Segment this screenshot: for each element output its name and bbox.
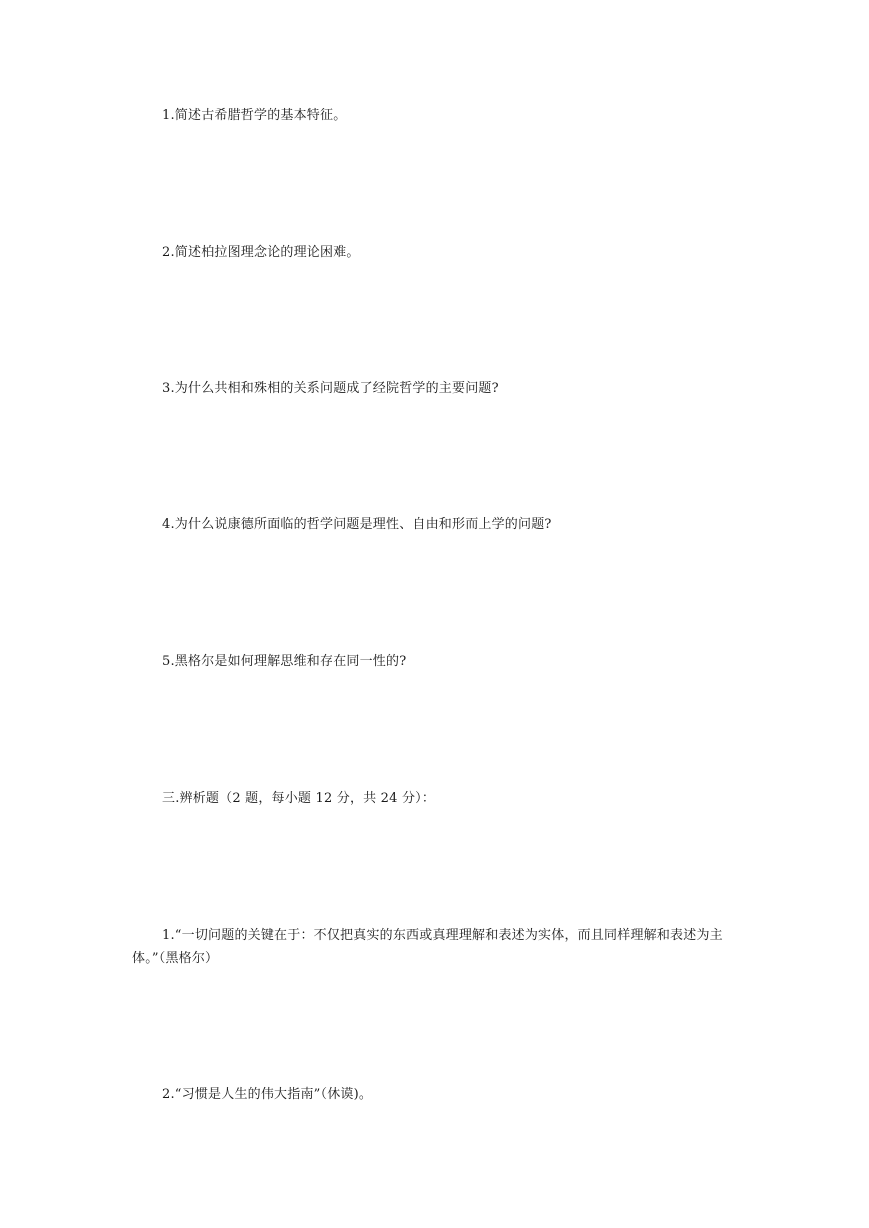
question-text: 5.黑格尔是如何理解思维和存在同一性的? — [162, 654, 407, 669]
question-text: 3.为什么共相和殊相的关系问题成了经院哲学的主要问题? — [162, 381, 499, 396]
question-text: 1.简述古希腊哲学的基本特征。 — [162, 108, 347, 123]
question-text: 2.简述柏拉图理念论的理论困难。 — [162, 245, 360, 260]
question-text: 4.为什么说康德所面临的哲学问题是理性、自由和形而上学的问题? — [162, 517, 552, 532]
section-heading: 三.辨析题（2 题，每小题 12 分，共 24 分）： — [162, 791, 436, 806]
question-text: 1.“一切问题的关键在于：不仅把真实的东西或真理理解和表述为实体，而且同样理解和表述为主体。”（黑格尔） — [132, 928, 723, 966]
question-text: 2.“习惯是人生的伟大指南”（休谟)。 — [162, 1087, 373, 1102]
